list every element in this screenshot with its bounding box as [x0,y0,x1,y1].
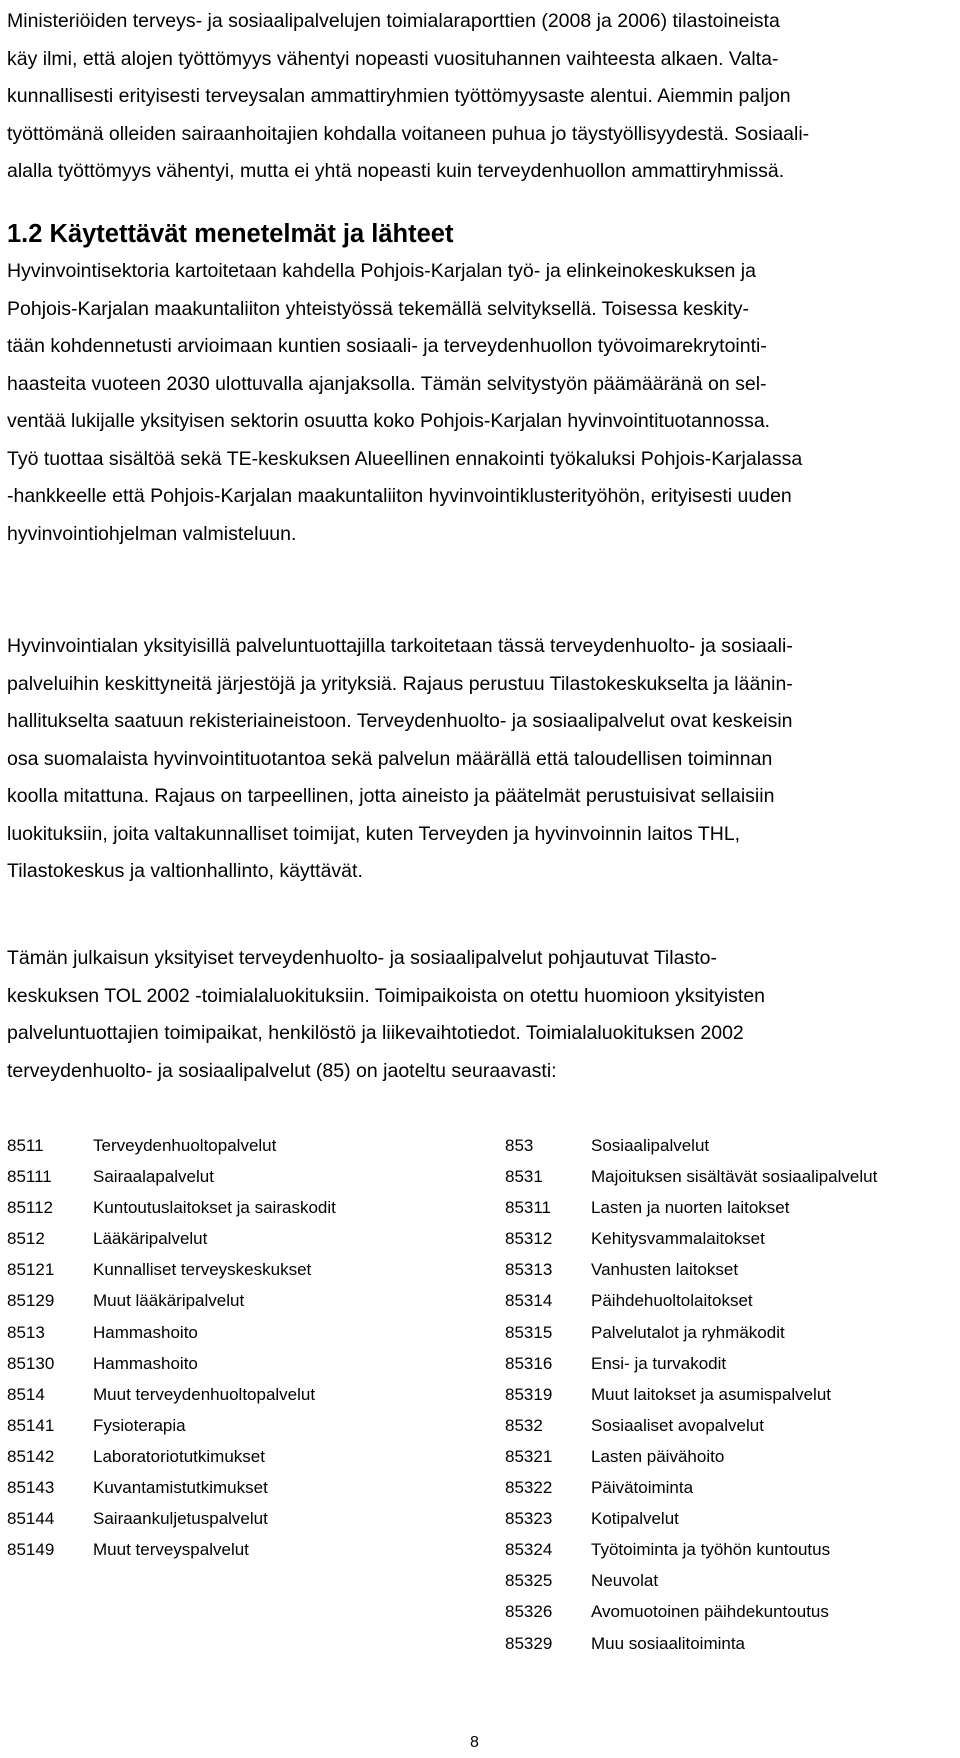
classification-label: Lääkäripalvelut [93,1229,208,1249]
classification-label: Lasten päivähoito [591,1446,725,1466]
classification-label: Työtoiminta ja työhön kuntoutus [591,1540,831,1560]
classification-code: 85321 [505,1446,553,1466]
classification-row [7,1503,336,1534]
classification-label: Sairaankuljetuspalvelut [93,1509,268,1529]
text-line: Hyvinvointisektoria kartoitetaan kahdella Pohjois-Karjalan työ- ja elinkeinokeskuksen ja [7,260,756,282]
page-number: 8 [470,1734,479,1751]
classification-row [505,1565,877,1596]
intro-paragraph [7,3,955,191]
classification-row [7,1161,336,1192]
classification-paragraph [7,940,955,1090]
classification-code: 85326 [505,1602,553,1622]
classification-label: Kunnalliset terveyskeskukset [93,1260,312,1280]
classification-row [505,1317,877,1348]
classification-label: Lasten ja nuorten laitokset [591,1198,790,1218]
text-line: Ministeriöiden terveys- ja sosiaalipalvelujen toimialaraporttien (2008 ja 2006) tilastoineista [7,10,780,32]
classification-label: Vanhusten laitokset [591,1260,739,1280]
text-line: hyvinvointiohjelman valmisteluun. [7,522,297,545]
classification-row [7,1348,336,1379]
classification-code: 8512 [7,1229,45,1249]
classification-code: 8531 [505,1167,543,1187]
text-line: palveluihin keskittyneitä järjestöjä ja yrityksiä. Rajaus perustuu Tilastokeskukselta ja läänin- [7,672,793,695]
classification-label: Kuvantamistutkimukset [93,1478,268,1498]
classification-row [7,1534,336,1565]
text-line: Tilastokeskus ja valtionhallinto, käyttävät. [7,860,363,882]
classification-label: Majoituksen sisältävät sosiaalipalvelut [591,1167,878,1187]
classification-label: Hammashoito [93,1322,198,1342]
classification-row [505,1534,877,1565]
classification-code: 85316 [505,1353,553,1373]
section-heading: 1.2 Käytettävät menetelmät ja lähteet [7,220,454,248]
classification-label: Palvelutalot ja ryhmäkodit [591,1322,785,1342]
classification-code: 85141 [7,1415,55,1435]
classification-code: 8513 [7,1322,45,1342]
classification-label: Kehitysvammalaitokset [591,1229,765,1249]
text-line: koolla mitattuna. Rajaus on tarpeellinen, jotta aineisto ja päätelmät perustuisivat sellaisiin [7,785,775,807]
classification-label: Kuntoutuslaitokset ja sairaskodit [93,1198,336,1218]
classification-label: Muut laitokset ja asumispalvelut [591,1384,832,1404]
classification-code: 85313 [505,1260,553,1280]
text-line: -hankkeelle että Pohjois-Karjalan maakuntaliiton hyvinvointiklusterityöhön, erityisesti uuden [7,485,792,507]
classification-code: 85142 [7,1446,55,1466]
classification-code: 85325 [505,1571,553,1591]
classification-row [505,1472,877,1503]
text-line: alalla työttömyys vähentyi, mutta ei yhtä nopeasti kuin terveydenhuollon ammattiryhmissä. [7,160,785,182]
text-line: hallitukselta saatuun rekisteriaineistoon. Terveydenhuolto- ja sosiaalipalvelut ovat keskeisin [7,710,793,732]
classification-row [505,1223,877,1254]
classification-code: 85111 [7,1167,52,1187]
classification-row [7,1130,336,1161]
classification-code: 8532 [505,1415,543,1435]
classification-row [505,1254,877,1285]
classification-label: Muut terveydenhuoltopalvelut [93,1384,316,1404]
classification-code: 85312 [505,1229,553,1249]
text-line: kunnallisesti erityisesti terveysalan ammattiryhmien työttömyysaste alentui. Aiemmin paljon [7,85,791,107]
classification-label: Sosiaaliset avopalvelut [591,1415,764,1435]
classification-code: 8511 [7,1136,44,1155]
classification-code: 85322 [505,1478,553,1498]
classification-row [505,1441,877,1472]
classification-label: Päivätoiminta [591,1478,694,1498]
classification-row [7,1472,336,1503]
text-line: työttömänä olleiden sairaanhoitajien kohdalla voitaneen puhua jo täystyöllisyydestä. Sosiaali- [7,122,810,145]
classification-code: 85314 [505,1291,553,1311]
text-line: Hyvinvointialan yksityisillä palveluntuottajilla tarkoitetaan tässä terveydenhuolto- ja sosiaali- [7,635,793,657]
classification-code: 85129 [7,1291,55,1311]
classification-row [7,1410,336,1441]
classification-row [7,1254,336,1285]
health-services-code-list [7,1130,336,1565]
classification-label: Sosiaalipalvelut [591,1136,710,1155]
text-line: Pohjois-Karjalan maakuntaliiton yhteistyössä tekemällä selvityksellä. Toisessa keskity- [7,297,750,320]
classification-label: Fysioterapia [93,1415,186,1435]
classification-label: Avomuotoinen päihdekuntoutus [591,1602,829,1622]
classification-label: Päihdehuoltolaitokset [591,1291,753,1311]
social-services-code-list [505,1130,877,1659]
classification-label: Kotipalvelut [591,1509,679,1529]
classification-code: 85315 [505,1322,553,1342]
text-line: käy ilmi, että alojen työttömyys vähentyi nopeasti vuosituhannen vaihteesta alkaen. Valta- [7,47,779,70]
classification-code: 853 [505,1136,534,1155]
classification-row [505,1596,877,1627]
classification-row [505,1285,877,1316]
classification-label: Terveydenhuoltopalvelut [93,1136,277,1155]
classification-row [7,1192,336,1223]
classification-code: 85144 [7,1509,55,1529]
classification-row [505,1130,877,1161]
classification-label: Muut lääkäripalvelut [93,1291,245,1311]
methods-paragraph [7,253,955,553]
classification-code: 85319 [505,1384,553,1404]
classification-row [7,1317,336,1348]
classification-row [505,1628,877,1659]
text-line: Työ tuottaa sisältöä sekä TE-keskuksen Alueellinen ennakointi työkaluksi Pohjois-Karjalassa [7,447,803,470]
classification-row [7,1441,336,1472]
classification-label: Laboratoriotutkimukset [93,1446,265,1466]
classification-row [505,1161,877,1192]
classification-label: Hammashoito [93,1353,198,1373]
classification-label: Neuvolat [591,1571,659,1591]
definition-paragraph [7,628,955,891]
classification-code: 8514 [7,1384,45,1404]
classification-label: Ensi- ja turvakodit [591,1353,727,1373]
classification-label: Muut terveyspalvelut [93,1540,249,1560]
text-line: keskuksen TOL 2002 -toimialaluokituksiin. Toimipaikoista on otettu huomioon yksityisten [7,984,766,1007]
classification-label: Muu sosiaalitoiminta [591,1633,746,1653]
classification-row [7,1379,336,1410]
text-line: Tämän julkaisun yksityiset terveydenhuolto- ja sosiaalipalvelut pohjautuvat Tilasto- [7,947,717,969]
classification-row [505,1379,877,1410]
classification-code: 85121 [7,1260,55,1280]
classification-code: 85112 [7,1198,54,1218]
classification-row [505,1410,877,1441]
text-line: osa suomalaista hyvinvointituotantoa sekä palvelun määrällä että taloudellisen toiminnan [7,747,773,770]
text-line: tään kohdennetusti arvioimaan kuntien sosiaali- ja terveydenhuollon työvoimarekrytointi- [7,335,767,357]
classification-code: 85324 [505,1540,553,1560]
classification-row [7,1223,336,1254]
classification-code: 85149 [7,1540,55,1560]
classification-code: 85311 [505,1198,552,1218]
classification-row [505,1348,877,1379]
classification-code: 85143 [7,1478,55,1498]
classification-row [505,1192,877,1223]
text-line: haasteita vuoteen 2030 ulottuvalla ajanjaksolla. Tämän selvitystyön päämääränä on sel- [7,372,767,395]
text-line: terveydenhuolto- ja sosiaalipalvelut (85) on jaoteltu seuraavasti: [7,1059,557,1082]
text-line: luokituksiin, joita valtakunnalliset toimijat, kuten Terveyden ja hyvinvoinnin laitos THL, [7,822,741,845]
classification-label: Sairaalapalvelut [93,1167,214,1187]
text-line: ventää lukijalle yksityisen sektorin osuutta koko Pohjois-Karjalan hyvinvointituotannossa. [7,410,771,432]
classification-row [505,1503,877,1534]
classification-code: 85130 [7,1353,55,1373]
text-line: palveluntuottajien toimipaikat, henkilöstö ja liikevaihtotiedot. Toimialaluokituksen 2002 [7,1022,744,1044]
classification-code: 85329 [505,1633,553,1653]
classification-code: 85323 [505,1509,553,1529]
classification-row [7,1285,336,1316]
